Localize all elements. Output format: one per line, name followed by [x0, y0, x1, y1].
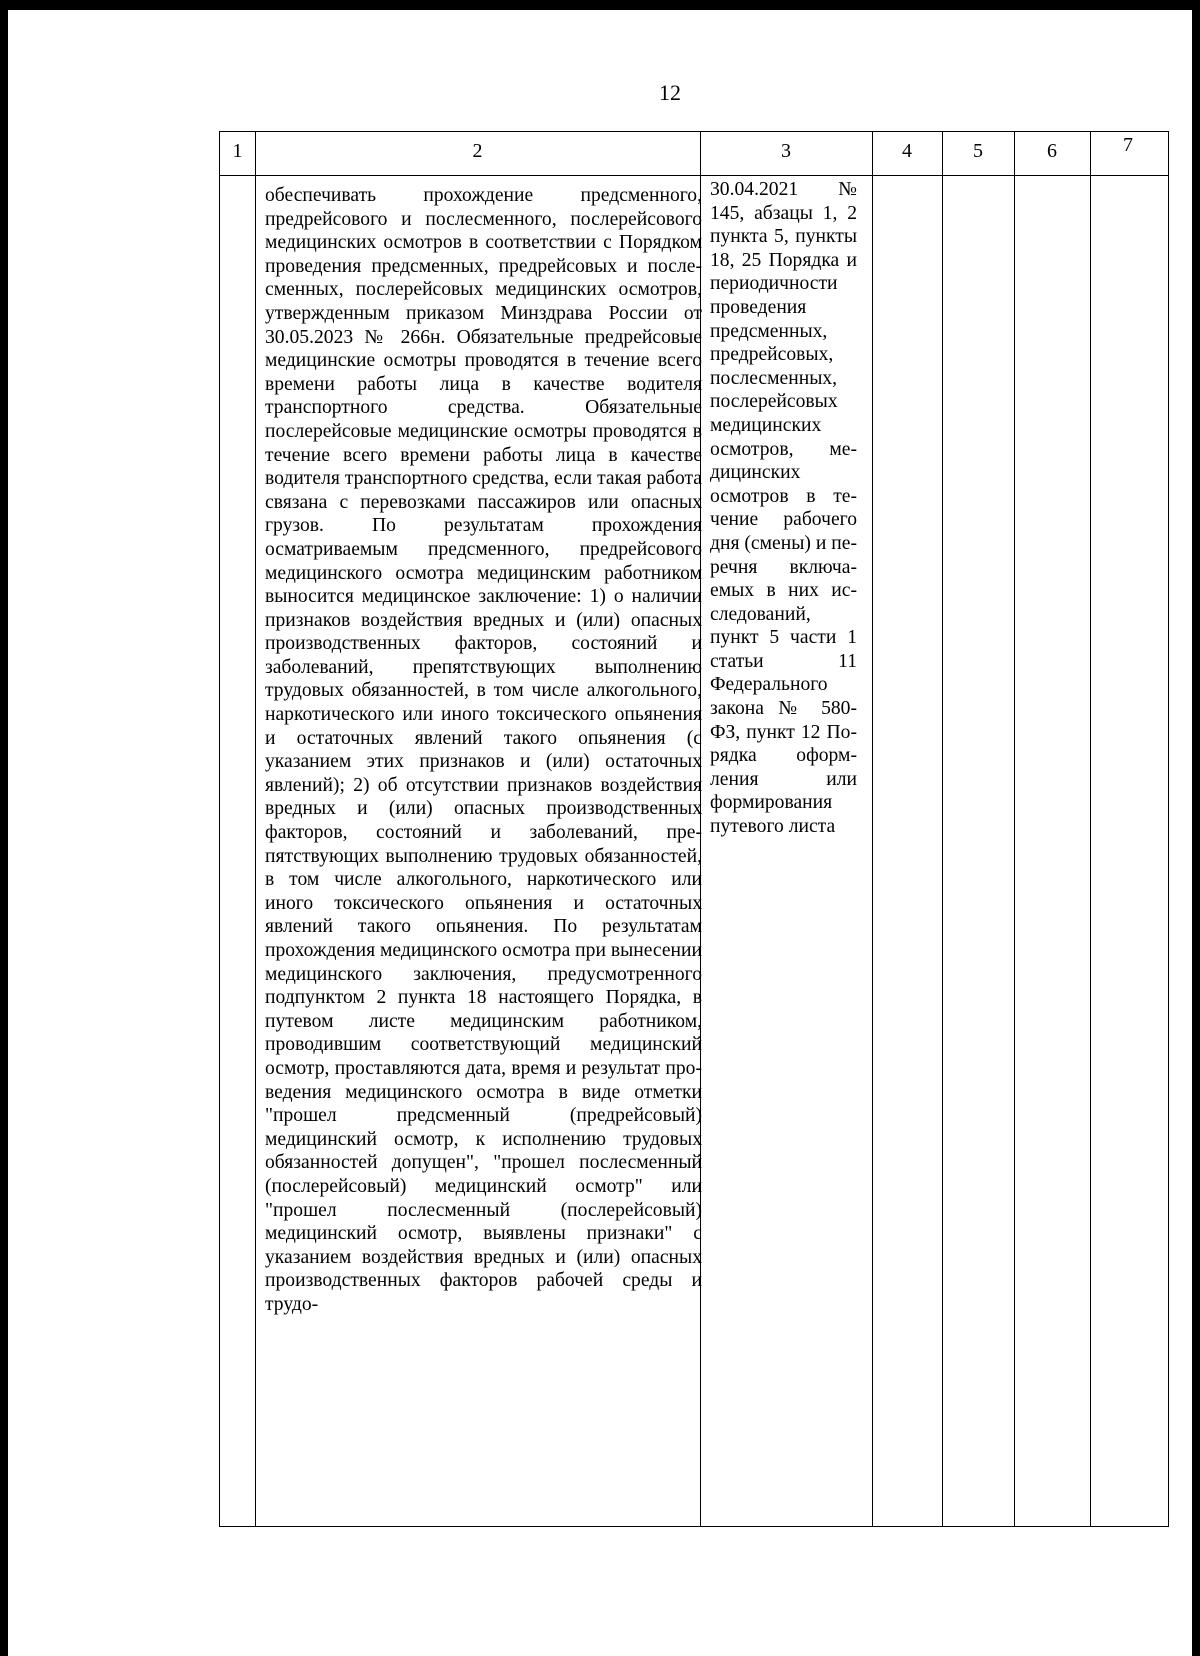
page-number: 12 [659, 80, 681, 105]
scan-border-top [0, 0, 1200, 10]
column-divider [1090, 132, 1091, 1526]
header-row-divider [220, 175, 1168, 176]
column-divider [255, 132, 256, 1526]
column-divider [942, 132, 943, 1526]
column-divider [1014, 132, 1015, 1526]
requirement-text-cell: обеспечивать прохождение предсменного, предрейсового и послесменного, послерейсового медицинских осмотров в соответствии с Порядком проведения предсменных, предрейсовых и послесменных, послерейсовых медицинских осмотров, утвержденным приказом Минздрава России от 30.05.2023 № 266н. Обязательные предрейсовые медицинские осмотры проводятся в течение всего времени работы лица в качестве водителя транспортного средства. Обязательные послерейсовые медицинские осмотры проводятся в течение всего времени работы лица в качестве водителя транспортного средства, если такая работа связана с перевозками пассажиров или опасных грузов. По результатам прохождения осматриваемым предсменного, предрейсового медицинского осмотра медицинским работником выносится медицинское заключение: 1) о наличии признаков воздействия вредных и (или) опасных производственных факторов, состояний и заболеваний, препятствующих выполнению трудовых обязанностей, в том числе алкогольного, наркотического или иного токсического опьянения и остаточных явлений такого опьянения (с указанием этих признаков и (или) остаточных явлений); 2) об отсутствии признаков воздействия вредных и (или) опасных производственных факторов, состояний и заболеваний, препятствующих выполнению трудовых обязанностей, в том числе алкогольного, наркотического или иного токсического опьянения и остаточных явлений такого опьянения. По результатам прохождения медицинского осмотра при вынесении медицинского заключения, предусмотренного подпунктом 2 пункта 18 настоящего Порядка, в путевом листе медицинским работником, проводившим соответствующий медицинский осмотр, проставляются дата, время и результат проведения медицинского осмотра в виде отметки "прошел предсменный (предрейсовый) медицинский осмотр, к исполнению трудовых обязанностей допущен", "прошел послесменный (послерейсовый) медицинский осмотр" или "прошел послесменный (послерейсовый) медицинский осмотр, выявлены признаки" с указанием воздействия вредных и (или) опасных производственных факторов рабочей среды и трудо- [265, 185, 703, 1315]
column-header-6: 6 [1047, 140, 1057, 162]
column-header-5: 5 [973, 140, 983, 162]
regulation-table [219, 131, 1169, 1527]
scan-border-right [1192, 0, 1200, 1656]
column-header-2: 2 [472, 140, 483, 162]
scan-border-left [0, 0, 8, 1656]
column-header-4: 4 [902, 140, 912, 162]
column-header-3: 3 [781, 140, 791, 162]
column-divider [872, 132, 873, 1526]
column-header-1: 1 [232, 140, 243, 162]
column-header-7: 7 [1123, 134, 1133, 156]
legal-reference-cell: 30.04.2021 № 145, абзацы 1, 2 пункта 5, пункты 18, 25 Порядка и периодичности проведения предсменных, предрейсовых, послесменных, послерейсовых медицинских осмотров, медицинских осмотров в течение рабочего дня (смены) и перечня включаемых в них исследований, пункт 5 части 1 статьи 11 Федерального закона № 580-ФЗ, пункт 12 Порядка оформления или формирования путевого листа [710, 179, 857, 838]
